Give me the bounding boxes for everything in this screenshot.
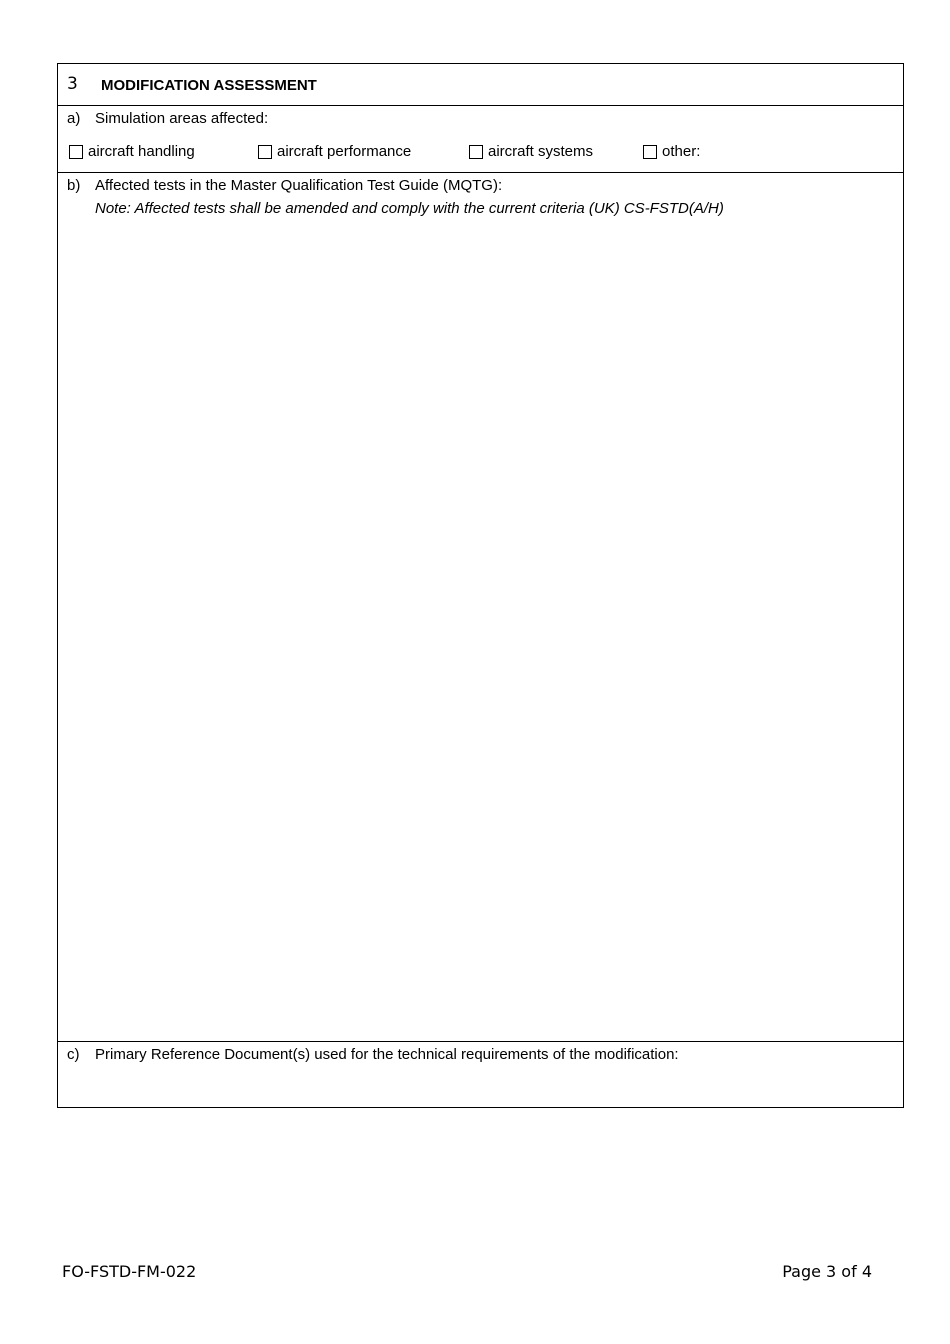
primary-reference-label: Primary Reference Document(s) used for the technical requirements of the modification: <box>95 1046 679 1063</box>
other-checkbox[interactable] <box>643 145 657 159</box>
affected-tests-note: Note: Affected tests shall be amended and comply with the current criteria (UK) CS-FSTD(A/H) <box>95 200 724 217</box>
aircraft-systems-checkbox[interactable] <box>469 145 483 159</box>
aircraft-performance-label: aircraft performance <box>277 143 412 160</box>
affected-tests-row <box>58 173 903 1042</box>
aircraft-systems-option[interactable] <box>469 143 593 161</box>
affected-tests-field[interactable] <box>64 225 897 1035</box>
aircraft-handling-label: aircraft handling <box>88 143 195 160</box>
aircraft-systems-label: aircraft systems <box>488 143 594 160</box>
simulation-areas-row <box>58 106 903 173</box>
primary-reference-field[interactable] <box>64 1068 897 1103</box>
primary-reference-row <box>58 1042 903 1107</box>
item-c-letter: c) <box>67 1046 80 1063</box>
form-id: FO-FSTD-FM-022 <box>62 1262 197 1281</box>
simulation-areas-label: Simulation areas affected: <box>95 110 269 127</box>
item-b-letter: b) <box>67 177 81 194</box>
section-header <box>58 64 903 106</box>
aircraft-handling-checkbox[interactable] <box>69 145 83 159</box>
aircraft-handling-option[interactable] <box>69 143 195 161</box>
page-number: Page 3 of 4 <box>782 1262 872 1281</box>
section-title: MODIFICATION ASSESSMENT <box>101 77 317 94</box>
other-option[interactable] <box>643 143 700 161</box>
other-label: other: <box>662 143 701 160</box>
item-a-letter: a) <box>67 110 81 127</box>
aircraft-performance-checkbox[interactable] <box>258 145 272 159</box>
affected-tests-label: Affected tests in the Master Qualification Test Guide (MQTG): <box>95 177 503 194</box>
section-number: 3 <box>67 74 78 94</box>
aircraft-performance-option[interactable] <box>258 143 411 161</box>
modification-assessment-form <box>57 63 904 1108</box>
